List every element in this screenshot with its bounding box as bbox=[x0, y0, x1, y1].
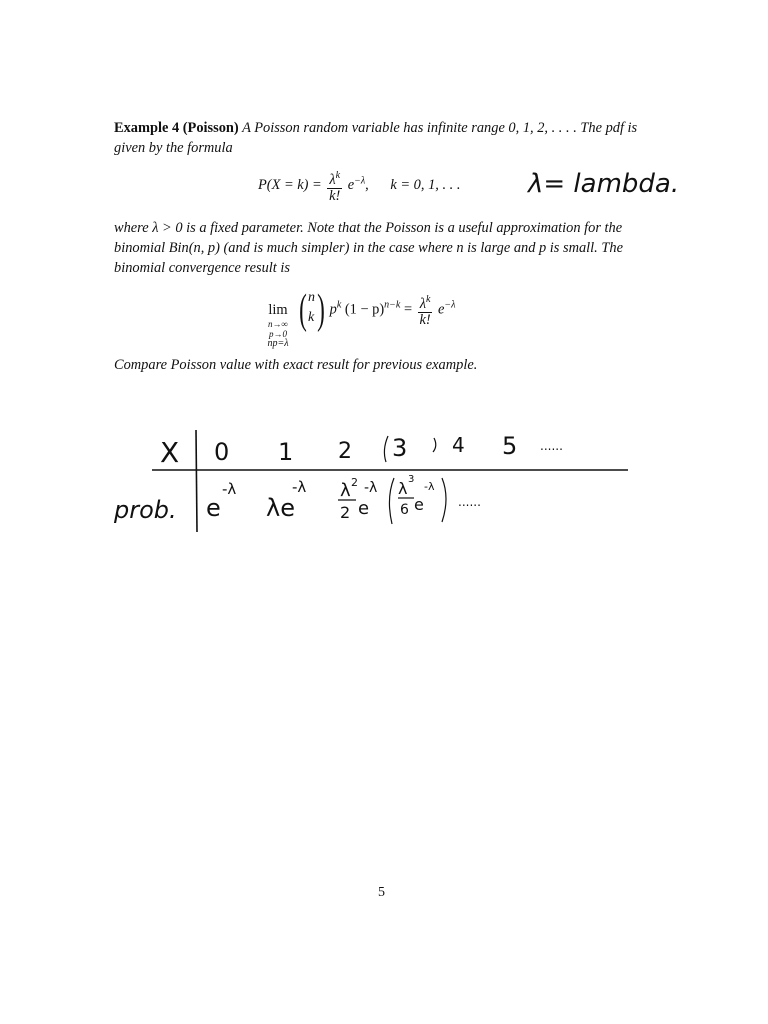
prob-value-3: λ bbox=[398, 479, 408, 498]
x-value-0: 0 bbox=[214, 438, 230, 466]
bracket-right-bottom bbox=[442, 478, 446, 522]
limit-body: p bbox=[329, 301, 337, 318]
paragraph-2: where λ > 0 is a fixed parameter. Note that the Poisson is a useful approximation for the binomial Bin(n, p) (and is much simpler) in the case where n is large and p is small. The binomial convergence result is bbox=[114, 220, 623, 276]
prob-sup-0: -λ bbox=[222, 480, 237, 498]
prob-value-ellipsis: ...... bbox=[458, 495, 481, 509]
limit-word: lim bbox=[268, 302, 288, 318]
table-prob-label: prob. bbox=[114, 496, 177, 524]
limit-body-sup: k bbox=[336, 299, 342, 311]
example-intro: A Poisson random variable has infinite range 0, 1, 2, . . . . The pdf is given by the formula bbox=[114, 120, 638, 156]
limit-den: k! bbox=[419, 311, 431, 328]
limit-num-sup: k bbox=[425, 294, 431, 306]
table-x-label: X bbox=[160, 436, 180, 469]
limit-sub-3: np=λ bbox=[267, 338, 289, 349]
prob-value-2: λ bbox=[340, 480, 351, 501]
formula-exp-base: e bbox=[347, 177, 355, 194]
page-number: 5 bbox=[378, 885, 385, 900]
limit-num: λ bbox=[419, 295, 426, 312]
binomial-coefficient: ( n k ) bbox=[299, 287, 325, 333]
bracket-left-bottom bbox=[389, 478, 394, 524]
formula-exp-sup: −λ bbox=[354, 175, 366, 187]
x-value-ellipsis: ...... bbox=[540, 439, 563, 453]
x-value-1: 1 bbox=[278, 438, 294, 466]
bracket-right-top bbox=[433, 438, 436, 452]
formula-num: λ bbox=[329, 171, 336, 188]
prob-value-0: e bbox=[206, 494, 221, 522]
limit-mid: (1 − p) bbox=[344, 301, 385, 318]
formula-sep: , bbox=[365, 177, 369, 194]
prob-3-exp-base: e bbox=[414, 495, 424, 514]
formula-lhs: P(X = k) = bbox=[258, 177, 322, 194]
prob-3-denominator: 6 bbox=[400, 502, 409, 518]
prob-2-exp-base: e bbox=[358, 498, 370, 519]
limit-exp-sup: −λ bbox=[444, 299, 456, 311]
x-value-3: 3 bbox=[392, 434, 408, 462]
formula-range: k = 0, 1, . . . bbox=[390, 177, 461, 194]
prob-2-exp-sup: -λ bbox=[364, 480, 378, 496]
prob-2-denominator: 2 bbox=[340, 503, 351, 522]
compare-sentence: Compare Poisson value with exact result for previous example. bbox=[114, 357, 478, 373]
prob-sup-3: 3 bbox=[408, 474, 415, 485]
formula-num-sup: k bbox=[335, 170, 341, 181]
limit-exp-base: e bbox=[438, 301, 445, 318]
bracket-left-top bbox=[384, 436, 388, 462]
x-value-2: 2 bbox=[338, 439, 352, 464]
x-value-4: 4 bbox=[452, 433, 465, 457]
lambda-note: λ= lambda. bbox=[528, 169, 680, 199]
binom-bottom: k bbox=[308, 310, 315, 325]
example-heading: Example 4 (Poisson) bbox=[114, 120, 239, 136]
limit-mid-sup: n−k bbox=[384, 299, 401, 311]
limit-sub-1: n→∞ bbox=[268, 319, 288, 329]
prob-3-exp-sup: -λ bbox=[424, 480, 435, 493]
prob-sup-1: -λ bbox=[292, 478, 307, 496]
limit-sub-2: p→0 bbox=[269, 329, 287, 339]
table-vertical-line bbox=[196, 430, 197, 532]
binom-top: n bbox=[308, 290, 315, 305]
formula-den: k! bbox=[329, 187, 341, 204]
prob-sup-2: 2 bbox=[351, 476, 358, 489]
x-value-5: 5 bbox=[502, 432, 518, 460]
prob-value-1: λe bbox=[266, 494, 295, 522]
limit-eq: = bbox=[403, 301, 413, 318]
